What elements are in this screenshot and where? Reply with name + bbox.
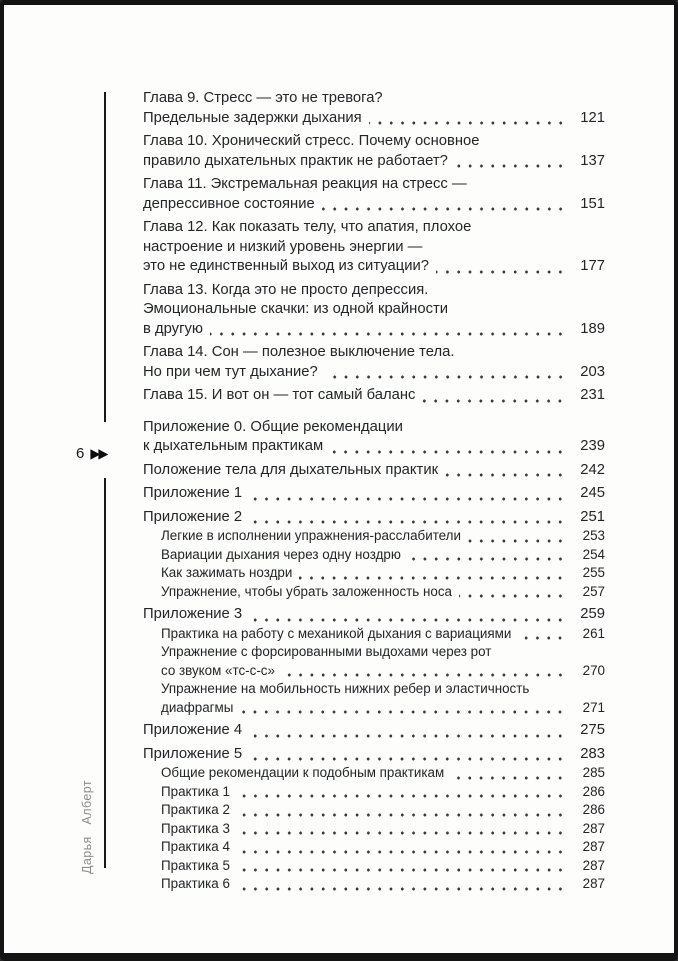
toc-line bbox=[143, 218, 605, 238]
toc-line bbox=[161, 583, 605, 602]
toc-page-number: 251 bbox=[580, 508, 605, 525]
toc-page-number: 239 bbox=[580, 438, 605, 454]
dot-leader bbox=[322, 207, 566, 211]
dot-leader bbox=[249, 497, 566, 501]
toc-entry-text: Практика 5 bbox=[161, 857, 230, 873]
toc-page-number: 259 bbox=[580, 606, 605, 622]
toc-line bbox=[143, 89, 605, 109]
dot-leader bbox=[249, 734, 566, 738]
toc-line bbox=[143, 195, 605, 215]
toc-line bbox=[143, 300, 605, 320]
toc-entry bbox=[143, 583, 605, 602]
toc-page-number: 271 bbox=[582, 699, 605, 715]
toc-entry bbox=[143, 564, 605, 583]
toc-line bbox=[143, 484, 605, 504]
toc-line bbox=[143, 386, 605, 406]
toc-line bbox=[143, 152, 605, 172]
dot-leader bbox=[459, 594, 566, 598]
toc-entry-text: Приложение 0. Общие рекомендации bbox=[143, 418, 403, 435]
toc-line bbox=[143, 175, 605, 195]
toc-entry bbox=[143, 527, 605, 546]
toc-line bbox=[143, 257, 605, 277]
toc-line bbox=[161, 699, 605, 718]
toc-entry bbox=[143, 838, 605, 857]
toc-entry bbox=[143, 875, 605, 894]
toc-entry bbox=[143, 764, 605, 783]
toc-entry-text: диафрагмы bbox=[161, 699, 234, 715]
toc-entry-text: Как зажимать ноздри bbox=[161, 565, 293, 580]
toc-entry-text: Глава 10. Хронический стресс. Почему основное bbox=[143, 133, 480, 149]
toc-line bbox=[143, 132, 605, 152]
toc-page-number: 283 bbox=[580, 745, 605, 762]
dot-leader bbox=[237, 850, 566, 854]
dot-leader bbox=[249, 520, 566, 524]
dot-leader bbox=[455, 164, 566, 168]
dot-leader bbox=[468, 539, 566, 543]
toc-page-number: 275 bbox=[580, 722, 605, 738]
toc-page-number: 151 bbox=[580, 195, 605, 212]
toc-entry bbox=[143, 546, 605, 565]
margin-rule-bottom bbox=[104, 478, 106, 868]
toc-line bbox=[143, 343, 605, 363]
toc-page-number: 257 bbox=[582, 583, 605, 599]
toc-entry-text: Предельные задержки дыхания bbox=[143, 109, 362, 126]
toc-page-number: 285 bbox=[582, 765, 605, 780]
toc-entry-text: в другую bbox=[143, 320, 203, 337]
toc-entry-text: настроение и низкий уровень энергии — bbox=[143, 238, 423, 255]
dot-leader bbox=[249, 618, 566, 622]
dot-leader bbox=[330, 450, 566, 454]
toc-page-number: 203 bbox=[580, 363, 605, 380]
dot-leader bbox=[237, 831, 566, 835]
toc-entry-text: Приложение 2 bbox=[143, 508, 243, 525]
toc-entry-text: Приложение 4 bbox=[143, 722, 243, 738]
toc-entry bbox=[143, 643, 605, 680]
toc-line bbox=[143, 418, 605, 438]
toc-line bbox=[143, 508, 605, 528]
dot-leader bbox=[282, 673, 566, 677]
fast-forward-icon: ▶▶ bbox=[90, 445, 107, 461]
toc-line bbox=[161, 564, 605, 583]
toc-page-number: 287 bbox=[582, 857, 605, 873]
toc-line bbox=[143, 745, 605, 765]
toc-entry-text: депрессивное состояние bbox=[143, 195, 315, 212]
dot-leader bbox=[237, 868, 566, 872]
toc-entry-text: Практика 1 bbox=[161, 783, 230, 799]
toc-entry bbox=[143, 783, 605, 802]
toc-entry-text: Глава 14. Сон — полезное выключение тела. bbox=[143, 344, 455, 360]
toc-line bbox=[161, 838, 605, 857]
dot-leader bbox=[436, 270, 566, 274]
toc-entry-text: Эмоциональные скачки: из одной крайности bbox=[143, 301, 449, 317]
page-marker bbox=[76, 443, 106, 463]
toc-entry-text: Практика 3 bbox=[161, 820, 230, 836]
toc-entry bbox=[143, 605, 605, 625]
toc-entry-text: к дыхательным практикам bbox=[143, 438, 324, 454]
toc-line bbox=[161, 662, 605, 681]
toc-page-number: 245 bbox=[580, 485, 605, 501]
toc-page-number: 253 bbox=[582, 528, 605, 543]
toc-entry bbox=[143, 625, 605, 644]
toc-entry bbox=[143, 461, 605, 481]
toc-line bbox=[143, 363, 605, 383]
toc-entry-text: Глава 15. И вот он — тот самый баланс bbox=[143, 387, 416, 403]
toc-page-number: 286 bbox=[582, 783, 605, 799]
toc-entry-text: Практика 2 bbox=[161, 802, 230, 817]
toc-entry bbox=[143, 343, 605, 382]
margin-rule-top bbox=[104, 92, 106, 422]
toc-line bbox=[161, 764, 605, 783]
toc-entry bbox=[143, 721, 605, 741]
toc-entry-text: Глава 12. Как показать телу, что апатия, плохое bbox=[143, 219, 472, 235]
toc-entry-text: Положение тела для дыхательных практик bbox=[143, 461, 439, 478]
dot-leader bbox=[237, 813, 566, 817]
toc-entry-text: Глава 11. Экстремальная реакция на стресс — bbox=[143, 176, 467, 192]
toc-entry bbox=[143, 857, 605, 876]
toc-entry-text: со звуком «тс-с-с» bbox=[161, 662, 275, 678]
toc-page-number: 254 bbox=[582, 546, 605, 562]
toc-entry bbox=[143, 175, 605, 214]
toc-entry-text: Глава 13. Когда это не просто депрессия. bbox=[143, 281, 429, 298]
toc-line bbox=[161, 857, 605, 876]
toc-line bbox=[161, 527, 605, 546]
toc-entry-text: Общие рекомендации к подобным практикам bbox=[161, 765, 445, 780]
toc-line bbox=[143, 238, 605, 258]
toc-page-number: 242 bbox=[580, 461, 605, 478]
dot-leader bbox=[451, 776, 566, 780]
toc-line bbox=[143, 721, 605, 741]
toc-entry bbox=[143, 484, 605, 504]
dot-leader bbox=[237, 794, 566, 798]
toc-line bbox=[161, 801, 605, 820]
toc-entry-text: правило дыхательных практик не работает? bbox=[143, 152, 448, 169]
dot-leader bbox=[518, 636, 566, 640]
toc-entry-text: Практика 6 bbox=[161, 876, 230, 891]
toc-line bbox=[143, 605, 605, 625]
toc-page-number: 270 bbox=[582, 662, 605, 678]
toc-line bbox=[161, 820, 605, 839]
toc-page-number: 261 bbox=[582, 625, 605, 641]
toc-page-number: 231 bbox=[580, 387, 605, 403]
dot-leader bbox=[237, 887, 566, 891]
toc-entry bbox=[143, 418, 605, 457]
dot-leader bbox=[325, 375, 566, 379]
toc-line bbox=[161, 643, 605, 662]
toc-page-number: 189 bbox=[580, 320, 605, 337]
toc-entry-text: это не единственный выход из ситуации? bbox=[143, 258, 429, 274]
toc-page-number: 121 bbox=[580, 109, 605, 126]
toc-entry bbox=[143, 801, 605, 820]
toc-entry-text: Упражнение на мобильность нижних ребер и эластичность bbox=[161, 681, 530, 696]
dot-leader bbox=[249, 757, 566, 761]
toc-line bbox=[143, 109, 605, 129]
toc-entry bbox=[143, 132, 605, 171]
toc-entry bbox=[143, 508, 605, 528]
toc-entry-text: Практика на работу с механикой дыхания с вариациями bbox=[161, 625, 512, 641]
toc-entry-text: Вариации дыхания через одну ноздрю bbox=[161, 546, 401, 562]
toc-line bbox=[161, 783, 605, 802]
toc-line bbox=[161, 875, 605, 894]
toc-entry bbox=[143, 281, 605, 340]
toc-entry-text: Приложение 5 bbox=[143, 745, 243, 762]
toc-entry-text: Упражнение с форсированными выдохами через рот bbox=[161, 644, 492, 659]
toc-line bbox=[143, 461, 605, 481]
table-of-contents bbox=[143, 89, 605, 894]
toc-entry bbox=[143, 680, 605, 717]
toc-page-number: 255 bbox=[582, 565, 605, 580]
dot-leader bbox=[445, 473, 566, 477]
dot-leader bbox=[422, 399, 566, 403]
toc-line bbox=[161, 625, 605, 644]
toc-entry bbox=[143, 218, 605, 277]
dot-leader bbox=[299, 576, 566, 580]
toc-entry-text: Упражнение, чтобы убрать заложенность носа bbox=[161, 583, 452, 599]
toc-entry bbox=[143, 745, 605, 765]
toc-page-number: 287 bbox=[582, 839, 605, 854]
dot-leader bbox=[408, 557, 566, 561]
toc-entry bbox=[143, 386, 605, 406]
toc-page-number: 287 bbox=[582, 876, 605, 891]
toc-entry-text: Приложение 3 bbox=[143, 606, 243, 622]
toc-entry-text: Приложение 1 bbox=[143, 485, 243, 501]
toc-page-number: 286 bbox=[582, 802, 605, 817]
toc-line bbox=[161, 680, 605, 699]
toc-entry-text: Практика 4 bbox=[161, 839, 230, 854]
toc-entry-text: Глава 9. Стресс — это не тревога? bbox=[143, 90, 383, 106]
toc-line bbox=[143, 281, 605, 301]
toc-line bbox=[161, 546, 605, 565]
toc-line bbox=[143, 320, 605, 340]
page-marker-number: 6 bbox=[76, 444, 85, 462]
dot-leader bbox=[369, 121, 566, 125]
toc-line bbox=[143, 437, 605, 457]
toc-entry bbox=[143, 820, 605, 839]
toc-entry-text: Легкие в исполнении упражнения-расслабители bbox=[161, 528, 461, 543]
author-vertical-label: Дарья Алберт bbox=[80, 780, 94, 874]
dot-leader bbox=[210, 332, 566, 336]
toc-entry bbox=[143, 89, 605, 128]
dot-leader bbox=[240, 710, 566, 714]
toc-page-number: 287 bbox=[582, 820, 605, 836]
toc-page-number: 137 bbox=[580, 152, 605, 169]
toc-entry-text: Но при чем тут дыхание? bbox=[143, 363, 318, 380]
toc-page-number: 177 bbox=[580, 258, 605, 274]
